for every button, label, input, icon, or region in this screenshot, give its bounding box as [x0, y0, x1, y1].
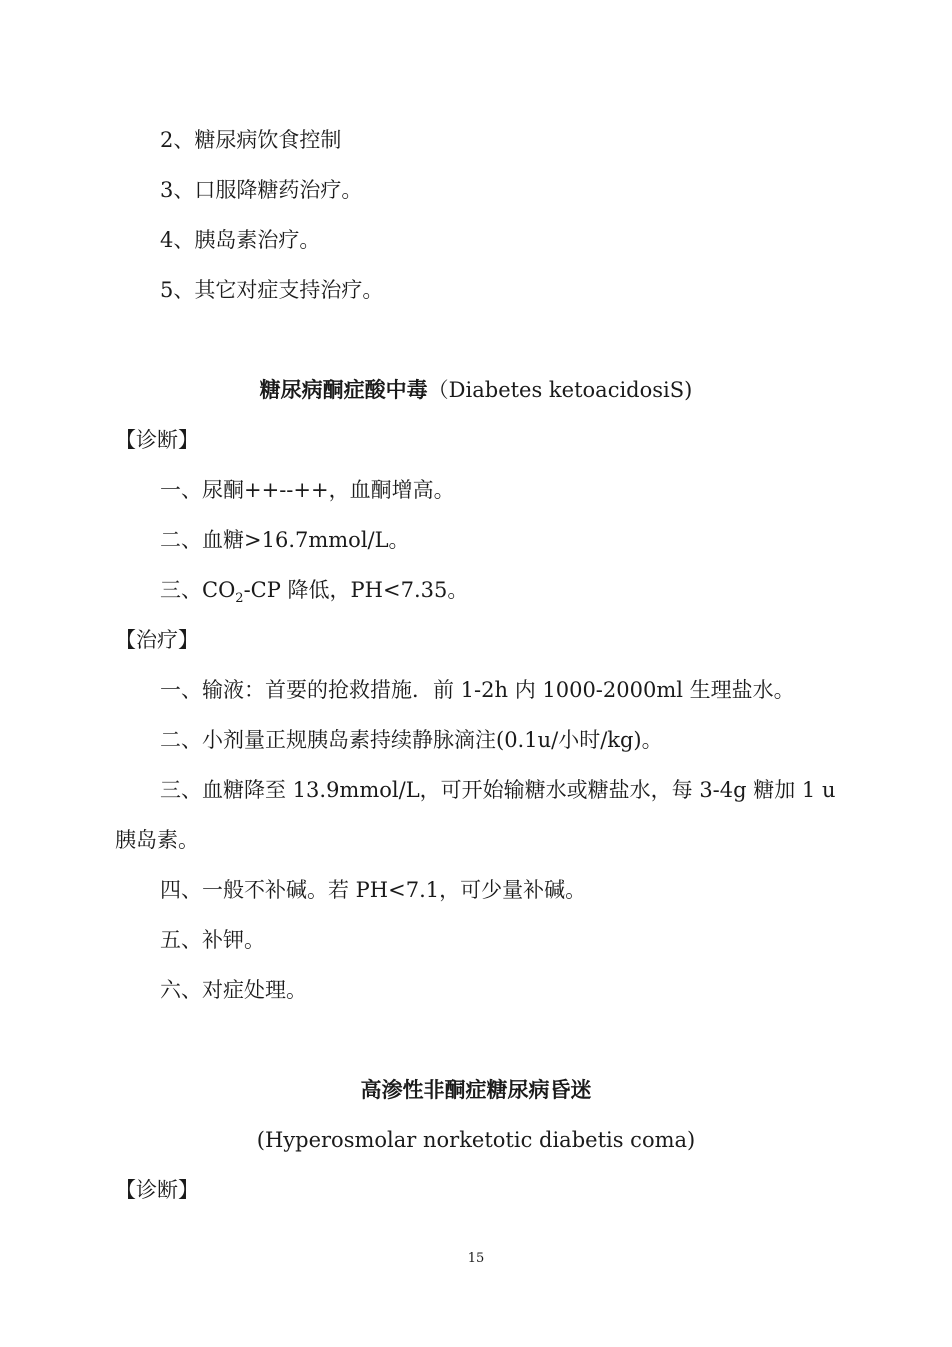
treatment-heading: 【治疗】	[115, 628, 199, 652]
diagnosis-heading: 【诊断】	[115, 428, 199, 452]
list-item: 3、口服降糖药治疗。	[160, 178, 363, 202]
list-item: 三、血糖降至 13.9mmol/L，可开始输糖水或糖盐水，每 3-4g 糖加 1 u	[160, 778, 836, 802]
subscript: 2	[235, 591, 244, 607]
list-item: 四、一般不补碱。若 PH<7.1，可少量补碱。	[160, 878, 587, 902]
list-item-text: -CP 降低，PH<7.35。	[243, 578, 469, 602]
list-item-continuation: 胰岛素。	[115, 828, 199, 852]
page-number: 15	[467, 1251, 485, 1266]
diagnosis-heading: 【诊断】	[115, 1178, 199, 1202]
section-title-hhnc: 高渗性非酮症糖尿病昏迷	[360, 1078, 592, 1102]
section-title-dka	[0, 376, 952, 404]
list-item	[160, 576, 468, 613]
list-item: 2、糖尿病饮食控制	[160, 128, 342, 152]
list-item: 二、血糖>16.7mmol/L。	[160, 528, 410, 552]
section-title-cn: 糖尿病酮症酸中毒	[259, 378, 428, 402]
section-subtitle-hhnc: (Hyperosmolar norketotic diabetis coma)	[256, 1128, 696, 1152]
list-item: 六、对症处理。	[160, 978, 307, 1002]
list-item: 一、输液：首要的抢救措施．前 1-2h 内 1000-2000ml 生理盐水。	[160, 678, 795, 702]
list-item: 一、尿酮++--++，血酮增高。	[160, 478, 455, 502]
list-item: 二、小剂量正规胰岛素持续静脉滴注(0.1u/小时/kg)。	[160, 728, 663, 752]
list-item-text: 三、CO	[160, 578, 236, 602]
list-item: 4、胰岛素治疗。	[160, 228, 321, 252]
list-item: 5、其它对症支持治疗。	[160, 278, 384, 302]
list-item: 五、补钾。	[160, 928, 265, 952]
section-title-en: （Diabetes ketoacidosiS)	[427, 378, 693, 402]
